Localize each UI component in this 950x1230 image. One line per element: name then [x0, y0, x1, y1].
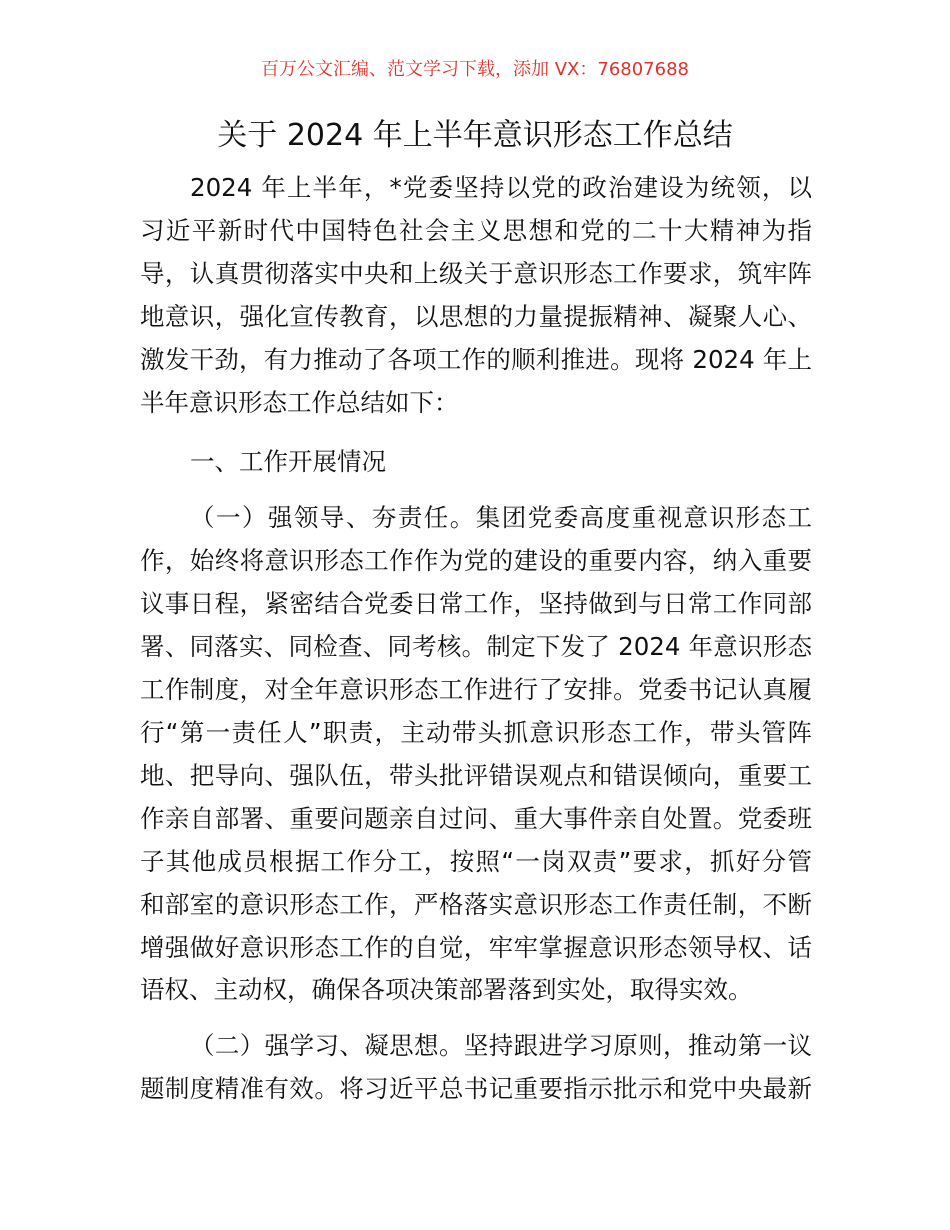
text-line: 增强做好意识形态工作的自觉，牢牢掌握意识形态领导权、话 [140, 933, 812, 962]
text-line: 议事日程，紧密结合党委日常工作，坚持做到与日常工作同部 [140, 589, 812, 618]
text-line: （二）强学习、凝思想。坚持跟进学习原则，推动第一议 [190, 1031, 812, 1060]
text-line: 半年意识形态工作总结如下： [140, 388, 459, 417]
text-line: 工作制度，对全年意识形态工作进行了安排。党委书记认真履 [140, 675, 812, 704]
text-line: 作，始终将意识形态工作作为党的建设的重要内容，纳入重要 [140, 546, 812, 575]
text-line: 子其他成员根据工作分工，按照“一岗双责”要求，抓好分管 [140, 847, 812, 876]
text-line: 语权、主动权，确保各项决策部署落到实处，取得实效。 [140, 975, 753, 1004]
text-line: 地意识，强化宣传教育，以思想的力量提振精神、凝聚人心、 [140, 302, 812, 331]
text-line: 和部室的意识形态工作，严格落实意识形态工作责任制，不断 [140, 890, 812, 919]
text-line: 习近平新时代中国特色社会主义思想和党的二十大精神为指 [140, 216, 812, 245]
text-line: 导，认真贯彻落实中央和上级关于意识形态工作要求，筑牢阵 [140, 259, 812, 288]
text-line: 激发干劲，有力推动了各项工作的顺利推进。现将 2024 年上 [140, 345, 812, 374]
header-banner: 百万公文汇编、范文学习下载，添加 VX：76807688 [261, 59, 689, 80]
text-line: （一）强领导、夯责任。集团党委高度重视意识形态工 [190, 503, 812, 532]
document-title: 关于 2024 年上半年意识形态工作总结 [217, 118, 733, 153]
section-heading: 一、工作开展情况 [190, 447, 386, 476]
text-line: 作亲自部署、重要问题亲自过问、重大事件亲自处置。党委班 [140, 804, 812, 833]
text-line: 2024 年上半年，*党委坚持以党的政治建设为统领，以 [190, 173, 812, 202]
text-line: 题制度精准有效。将习近平总书记重要指示批示和党中央最新 [140, 1074, 812, 1103]
text-line: 署、同落实、同检查、同考核。制定下发了 2024 年意识形态 [140, 632, 812, 661]
text-line: 行“第一责任人”职责，主动带头抓意识形态工作，带头管阵 [140, 718, 812, 747]
text-line: 地、把导向、强队伍，带头批评错误观点和错误倾向，重要工 [140, 761, 812, 790]
